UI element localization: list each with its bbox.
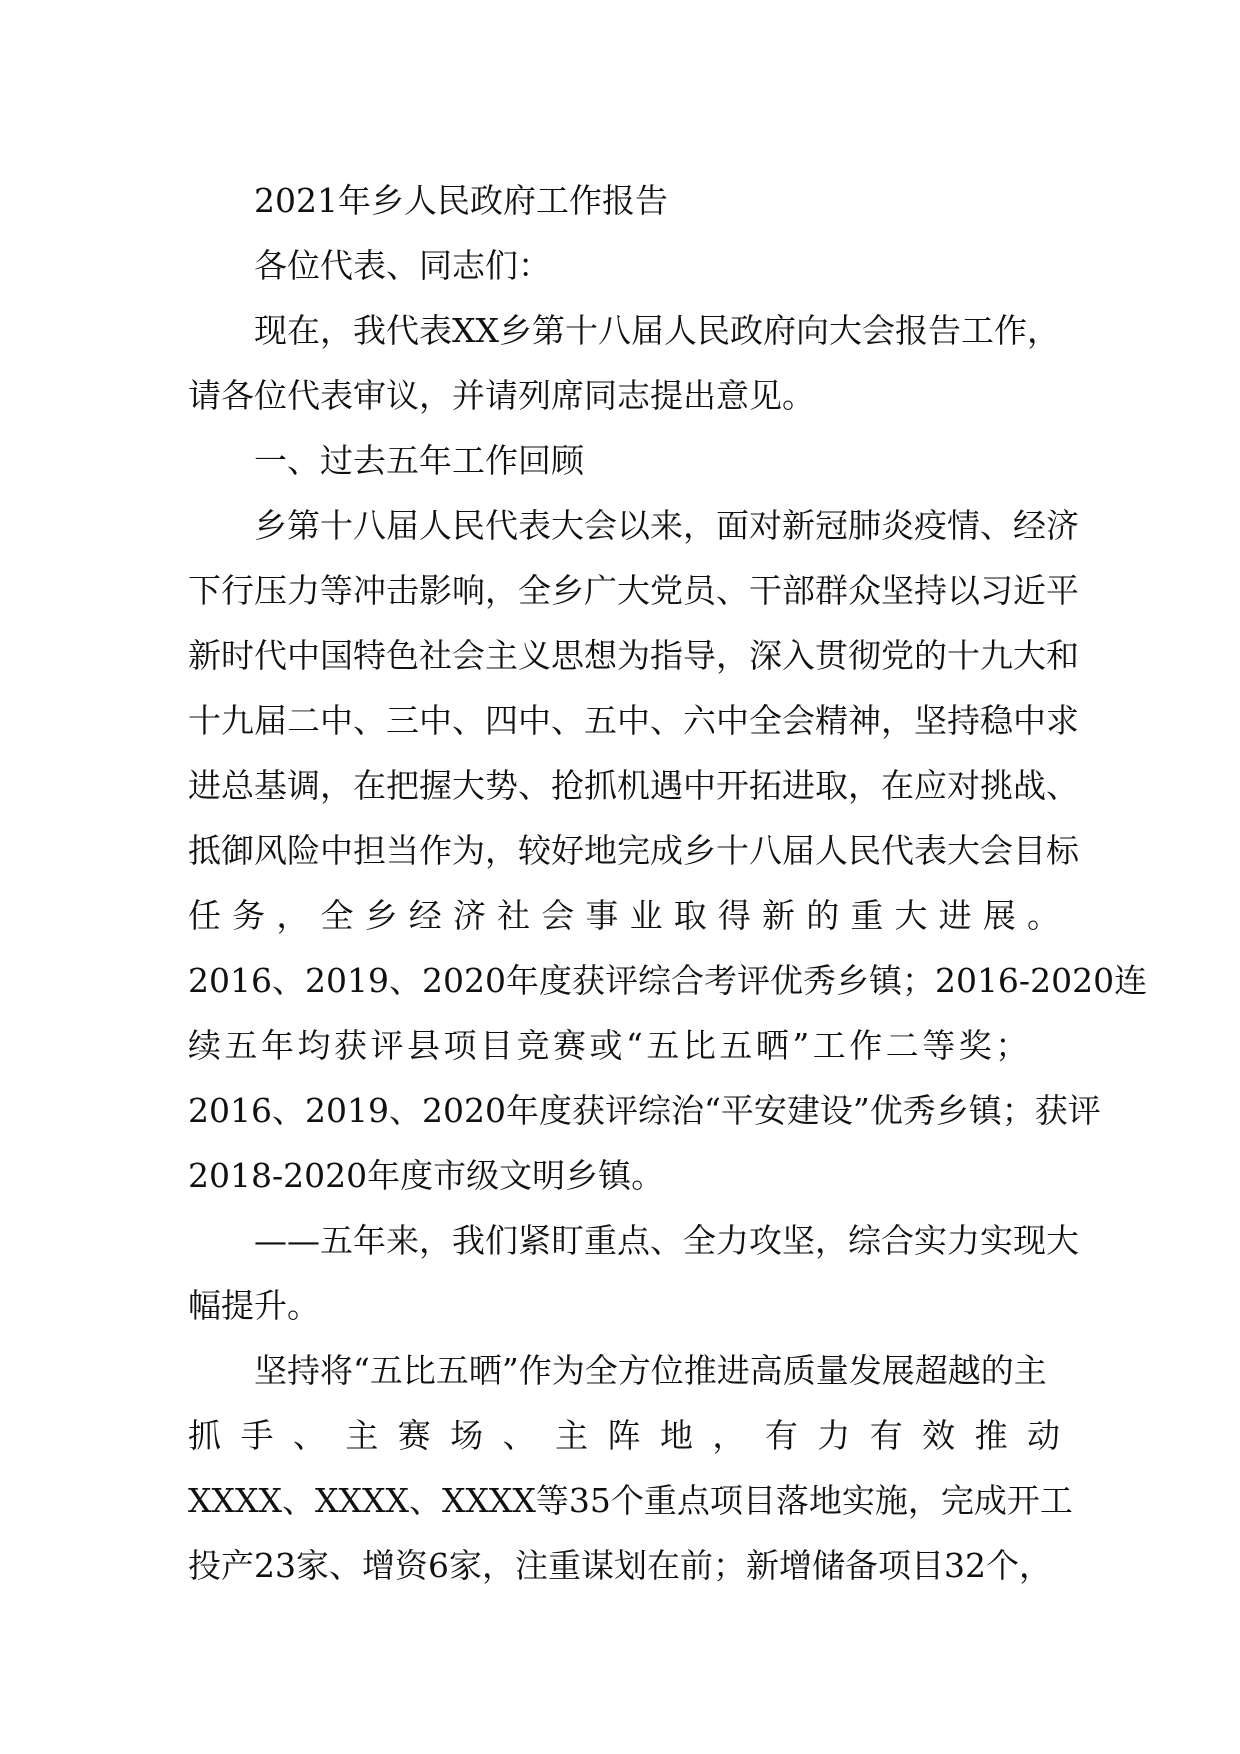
- spread-char: 济: [452, 896, 486, 935]
- spread-char: 事: [585, 896, 619, 935]
- spread-char: 动: [1027, 1416, 1060, 1455]
- spread-char: 有: [869, 1416, 903, 1455]
- spread-char: 得: [717, 896, 751, 935]
- spread-char: 、: [502, 1416, 536, 1455]
- document-body: [188, 168, 1148, 1598]
- text-line: 2016、2019、2020年度获评综合考评优秀乡镇；2016-2020连: [188, 961, 1148, 1000]
- spread-char: 新: [762, 896, 796, 935]
- salutation: 各位代表、同志们：: [254, 246, 551, 285]
- spread-char: 手: [240, 1416, 274, 1455]
- spread-char: 务: [232, 896, 266, 935]
- text-line: 2016、2019、2020年度获评综治“平安建设”优秀乡镇；获评: [188, 1091, 1101, 1130]
- spread-char: 大: [894, 896, 928, 935]
- spread-char: 进: [938, 896, 972, 935]
- text-line: 投产23家、增资6家，注重谋划在前；新增储备项目32个，: [188, 1546, 1052, 1585]
- spread-char: 乡: [364, 896, 398, 935]
- text-line: XXXX、XXXX、XXXX等35个重点项目落地实施，完成开工: [188, 1481, 1073, 1520]
- text-line: 续五年均获评县项目竞赛或“五比五晒”工作二等奖；: [188, 1026, 1032, 1065]
- text-line: 下行压力等冲击影响，全乡广大党员、干部群众坚持以习近平: [188, 571, 1079, 610]
- spread-char: ，: [276, 896, 310, 935]
- spread-char: 、: [292, 1416, 326, 1455]
- spread-char: 社: [497, 896, 531, 935]
- spread-char: 场: [450, 1416, 484, 1455]
- spread-char: 经: [408, 896, 442, 935]
- spread-char: 力: [817, 1416, 851, 1455]
- text-line: 抵御风险中担当作为，较好地完成乡十八届人民代表大会目标: [188, 831, 1079, 870]
- spread-char: 全: [320, 896, 354, 935]
- text-line: 十九届二中、三中、四中、五中、六中全会精神，坚持稳中求: [188, 701, 1079, 740]
- spread-char: 阵: [607, 1416, 641, 1455]
- section-heading: 一、过去五年工作回顾: [254, 441, 584, 480]
- spread-char: 有: [764, 1416, 798, 1455]
- spread-char: ，: [712, 1416, 746, 1455]
- spread-char: 业: [629, 896, 663, 935]
- text-line: 请各位代表审议，并请列席同志提出意见。: [188, 376, 815, 415]
- spread-char: 效: [922, 1416, 956, 1455]
- spread-char: 地: [659, 1416, 693, 1455]
- text-line: 新时代中国特色社会主义思想为指导，深入贯彻党的十九大和: [188, 636, 1079, 675]
- detail-paragraph: [188, 1338, 1073, 1598]
- text-line: 进总基调，在把握大势、抢抓机遇中开拓进取，在应对挑战、: [188, 766, 1079, 805]
- spread-text-line: [188, 883, 1060, 948]
- spread-char: 推: [974, 1416, 1008, 1455]
- spread-char: 主: [345, 1416, 379, 1455]
- spread-char: 抓: [188, 1416, 221, 1455]
- spread-char: 的: [806, 896, 840, 935]
- spread-text-line: [188, 1403, 1060, 1468]
- text-line: 2018-2020年度市级文明乡镇。: [188, 1156, 665, 1195]
- intro-paragraph: [188, 298, 1060, 428]
- text-line: 乡第十八届人民代表大会以来，面对新冠肺炎疫情、经济: [254, 506, 1079, 545]
- spread-char: 。: [1026, 896, 1060, 935]
- text-line: 坚持将“五比五晒”作为全方位推进高质量发展超越的主: [254, 1351, 1047, 1390]
- spread-char: 展: [982, 896, 1016, 935]
- spread-char: 主: [555, 1416, 589, 1455]
- review-paragraph: [188, 493, 1148, 1208]
- text-line: 现在，我代表XX乡第十八届人民政府向大会报告工作，: [254, 311, 1060, 350]
- spread-char: 会: [541, 896, 575, 935]
- spread-char: 取: [673, 896, 707, 935]
- document-title: 2021年乡人民政府工作报告: [254, 181, 668, 220]
- spread-char: 赛: [397, 1416, 431, 1455]
- highlight-paragraph: [188, 1208, 1079, 1338]
- spread-char: 重: [850, 896, 884, 935]
- spread-char: 任: [188, 896, 221, 935]
- text-line: 幅提升。: [188, 1286, 320, 1325]
- text-line: ——五年来，我们紧盯重点、全力攻坚，综合实力实现大: [254, 1221, 1079, 1260]
